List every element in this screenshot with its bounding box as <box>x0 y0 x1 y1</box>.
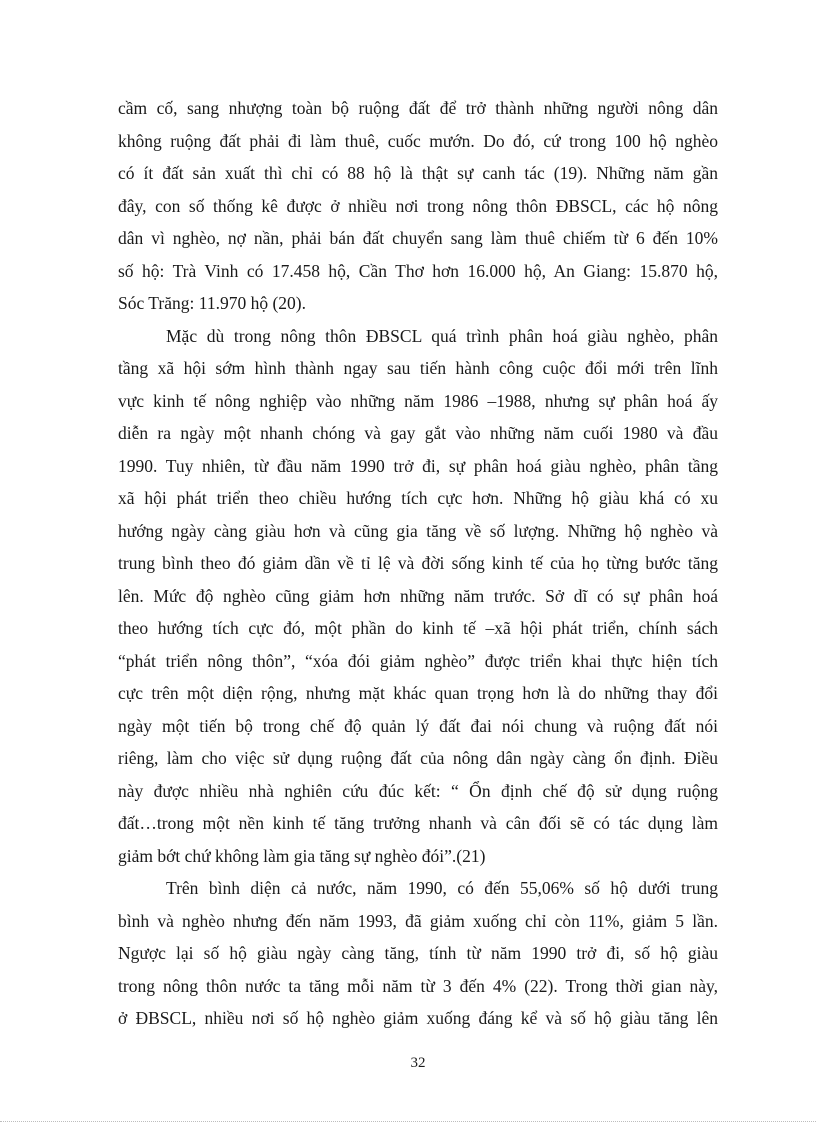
text-line: cực trên một diện rộng, nhưng mặt khác quan trọng hơn là do những thay đổi <box>118 683 718 703</box>
text-line: trung bình theo đó giảm dần về tỉ lệ và đời sống kinh tế của họ từng bước tăng <box>118 553 718 573</box>
text-line: xã hội phát triển theo chiều hướng tích cực hơn. Những hộ giàu khá có xu <box>118 488 718 508</box>
text-line: Ngược lại số hộ giàu ngày càng tăng, tính từ năm 1990 trở đi, số hộ giàu <box>118 943 718 963</box>
text-line: “phát triển nông thôn”, “xóa đói giảm nghèo” được triển khai thực hiện tích <box>118 650 718 671</box>
text-line: không ruộng đất phải đi làm thuê, cuốc mướn. Do đó, cứ trong 100 hộ nghèo <box>118 130 718 151</box>
page-bottom-border <box>0 1121 816 1122</box>
text-line: giảm bớt chứ không làm gia tăng sự nghèo đói”.(21) <box>118 845 486 866</box>
text-line: trong nông thôn nước ta tăng mỗi năm từ 3 đến 4% (22). Trong thời gian này, <box>118 975 718 996</box>
text-line: dân vì nghèo, nợ nần, phải bán đất chuyển sang làm thuê chiếm từ 6 đến 10% <box>118 228 718 248</box>
text-line: ngày một tiến bộ trong chế độ quản lý đất đai nói chung và ruộng đất nói <box>118 715 718 736</box>
text-line: Sóc Trăng: 11.970 hộ (20). <box>118 293 306 313</box>
text-line: 1990. Tuy nhiên, từ đầu năm 1990 trở đi, sự phân hoá giàu nghèo, phân tầng <box>118 455 718 476</box>
text-line: riêng, làm cho việc sử dụng ruộng đất của nông dân ngày càng ổn định. Điều <box>118 748 718 768</box>
text-line: hướng ngày càng giàu hơn và cũng gia tăng về số lượng. Những hộ nghèo và <box>118 520 718 541</box>
text-line: tầng xã hội sớm hình thành ngay sau tiến hành công cuộc đổi mới trên lĩnh <box>118 358 718 378</box>
paragraph-first-line: Mặc dù trong nông thôn ĐBSCL quá trình phân hoá giàu nghèo, phân <box>166 325 718 346</box>
page-number: 32 <box>410 1055 426 1071</box>
text-line: cầm cố, sang nhượng toàn bộ ruộng đất để trở thành những người nông dân <box>118 98 718 118</box>
text-line: ở ĐBSCL, nhiều nơi số hộ nghèo giảm xuống đáng kể và số hộ giàu tăng lên <box>118 1008 718 1028</box>
text-line: đây, con số thống kê được ở nhiều nơi trong nông thôn ĐBSCL, các hộ nông <box>118 195 718 216</box>
text-line: lên. Mức độ nghèo cũng giảm hơn những năm trước. Sở dĩ có sự phân hoá <box>118 585 718 606</box>
text-line: vực kinh tế nông nghiệp vào những năm 1986 –1988, nhưng sự phân hoá ấy <box>118 390 718 411</box>
text-line: có ít đất sản xuất thì chỉ có 88 hộ là thật sự canh tác (19). Những năm gần <box>118 163 718 183</box>
body-text <box>118 92 718 1035</box>
paragraph-first-line: Trên bình diện cả nước, năm 1990, có đến 55,06% số hộ dưới trung <box>166 878 718 898</box>
text-line: đất…trong một nền kinh tế tăng trưởng nhanh và cân đối sẽ có tác dụng làm <box>118 813 718 833</box>
text-line: số hộ: Trà Vinh có 17.458 hộ, Cần Thơ hơn 16.000 hộ, An Giang: 15.870 hộ, <box>118 260 718 281</box>
text-line: theo hướng tích cực đó, một phần do kinh tế –xã hội phát triển, chính sách <box>118 618 718 638</box>
text-line: này được nhiều nhà nghiên cứu đúc kết: “ Ổn định chế độ sử dụng ruộng <box>118 780 718 801</box>
text-line: diễn ra ngày một nhanh chóng và gay gắt vào những năm cuối 1980 và đầu <box>118 423 718 443</box>
text-line: bình và nghèo nhưng đến năm 1993, đã giảm xuống chỉ còn 11%, giảm 5 lần. <box>118 910 718 931</box>
